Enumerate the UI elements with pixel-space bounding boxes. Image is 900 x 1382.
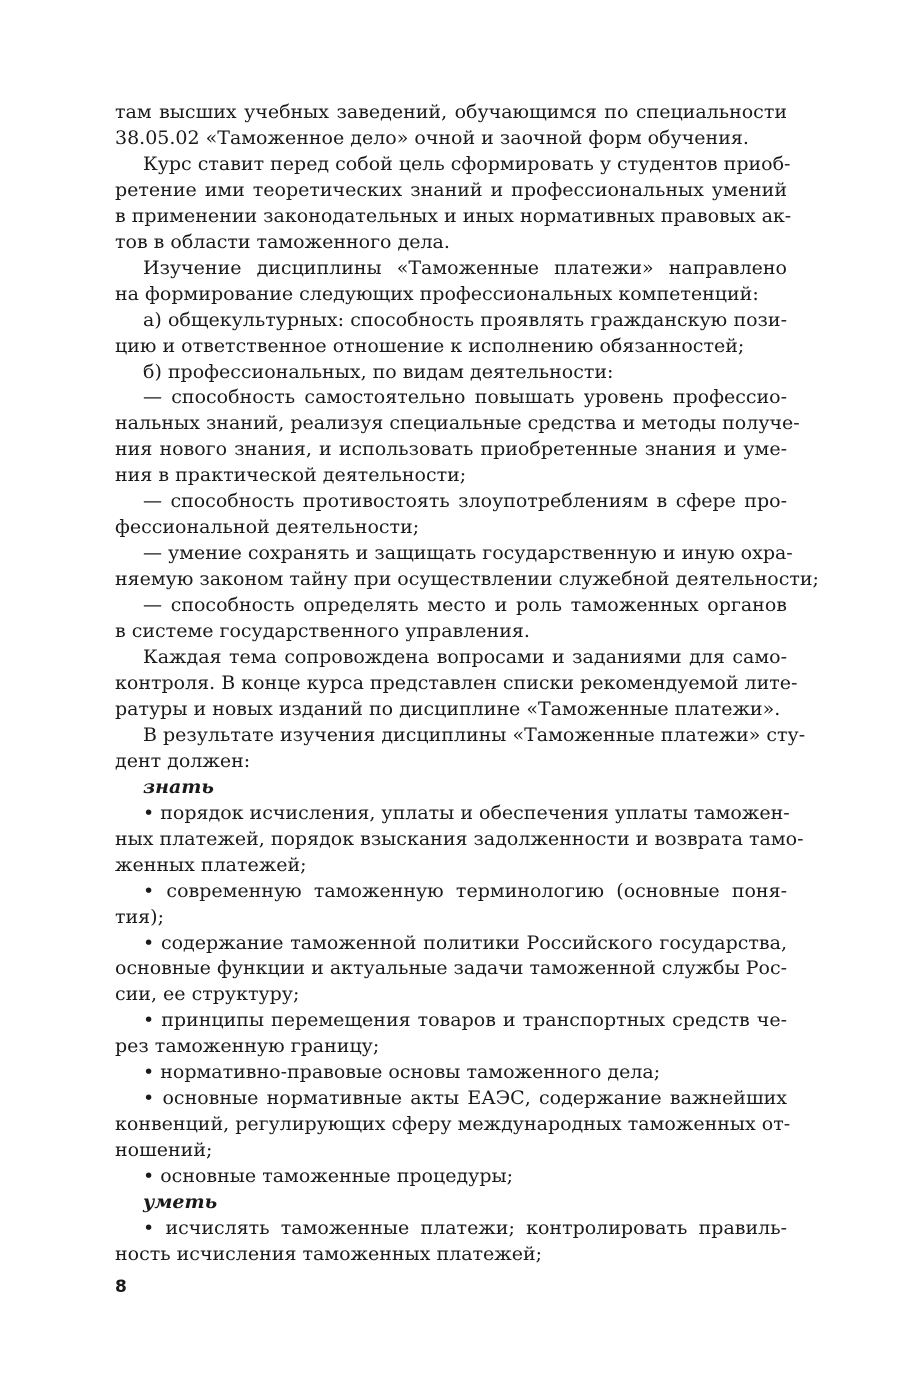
text-line: — способность самостоятельно повышать уровень профессио-	[143, 386, 787, 409]
text-line: женных платежей;	[115, 853, 307, 876]
text-line: Изучение дисциплины «Таможенные платежи» направлено	[143, 256, 787, 279]
text-line: • исчислять таможенные платежи; контролировать правиль-	[143, 1216, 787, 1239]
text-line: няемую законом тайну при осуществлении служебной деятельности;	[115, 568, 819, 591]
text-line: • порядок исчисления, уплаты и обеспечения уплаты таможен-	[143, 801, 790, 824]
section-heading: знать	[143, 775, 214, 798]
text-line: контроля. В конце курса представлен списки рекомендуемой лите-	[115, 671, 798, 694]
text-line: • основные таможенные процедуры;	[143, 1165, 513, 1188]
text-line: а) общекультурных: способность проявлять гражданскую пози-	[143, 308, 787, 331]
text-line: в применении законодательных и иных нормативных правовых ак-	[115, 204, 792, 227]
page-number: 8	[115, 1277, 127, 1297]
text-line: • нормативно-правовые основы таможенного дела;	[143, 1061, 661, 1084]
text-line: ния нового знания, и использовать приобретенные знания и уме-	[115, 438, 787, 461]
text-line: ния в практической деятельности;	[115, 464, 467, 487]
text-line: 38.05.02 «Таможенное дело» очной и заочной форм обучения.	[115, 126, 749, 149]
text-line: Курс ставит перед собой цель сформировать у студентов приоб-	[143, 152, 791, 175]
text-line: — способность противостоять злоупотреблениям в сфере про-	[143, 490, 787, 513]
text-line: рез таможенную границу;	[115, 1035, 380, 1058]
text-line: тов в области таможенного дела.	[115, 230, 450, 253]
text-line: • принципы перемещения товаров и транспортных средств че-	[143, 1009, 787, 1032]
section-heading: уметь	[143, 1191, 218, 1214]
text-line: • содержание таможенной политики Российского государства,	[143, 931, 787, 954]
text-line: ратуры и новых изданий по дисциплине «Таможенные платежи».	[115, 697, 781, 720]
text-line: цию и ответственное отношение к исполнению обязанностей;	[115, 334, 745, 357]
text-line: там высших учебных заведений, обучающимся по специальности	[115, 101, 787, 123]
text-line: ретение ими теоретических знаний и профессиональных умений	[115, 178, 787, 201]
text-line: конвенций, регулирующих сферу международных таможенных от-	[115, 1113, 791, 1136]
text-line: нальных знаний, реализуя специальные средства и методы получе-	[115, 412, 800, 435]
text-line: фессиональной деятельности;	[115, 516, 420, 539]
text-line: тия);	[115, 905, 164, 928]
text-line: • основные нормативные акты ЕАЭС, содержание важнейших	[143, 1087, 787, 1110]
text-line: — умение сохранять и защищать государственную и иную охра-	[143, 542, 793, 565]
text-line: на формирование следующих профессиональных компетенций:	[115, 282, 759, 305]
text-line: В результате изучения дисциплины «Таможенные платежи» сту-	[143, 723, 806, 746]
page-body	[115, 100, 819, 1268]
text-line: ность исчисления таможенных платежей;	[115, 1242, 543, 1265]
text-line: — способность определять место и роль таможенных органов	[143, 594, 787, 617]
text-line: ношений;	[115, 1139, 213, 1162]
text-line: Каждая тема сопровождена вопросами и заданиями для само-	[143, 646, 787, 669]
text-line: основные функции и актуальные задачи таможенной службы Рос-	[115, 957, 788, 980]
text-line: ных платежей, порядок взыскания задолженности и возврата тамо-	[115, 827, 804, 850]
text-line: дент должен:	[115, 749, 251, 772]
text-line: б) профессиональных, по видам деятельности:	[143, 360, 614, 383]
text-line: • современную таможенную терминологию (основные поня-	[143, 879, 787, 902]
text-line: сии, ее структуру;	[115, 983, 300, 1006]
text-line: в системе государственного управления.	[115, 620, 530, 643]
